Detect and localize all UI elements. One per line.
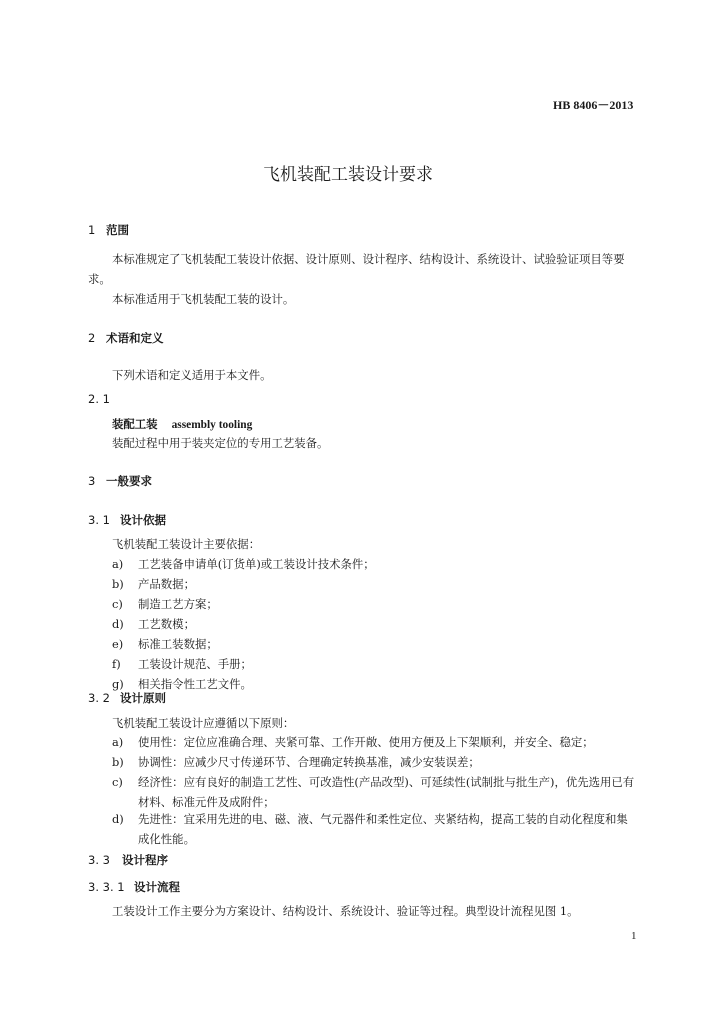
list-text: 产品数据；: [138, 577, 195, 591]
clause-2-1-number: 2. 1: [88, 392, 110, 406]
clause-number: 3. 2: [88, 691, 110, 705]
list-marker: d): [112, 812, 124, 826]
list-marker: a): [112, 557, 124, 571]
section-title: 一般要求: [106, 474, 152, 488]
list-item: [112, 809, 636, 846]
list-text: 经济性：应有良好的制造工艺性、可改造性(产品改型)、可延续性(试制批与批生产)，优先选用已有材料、标准元件及成附件；: [138, 775, 635, 809]
list-text: 先进性：宜采用先进的电、磁、液、气元器件和柔性定位、夹紧结构，提高工装的自动化程度和集成化性能。: [138, 812, 628, 846]
design-flow-paragraph: 工装设计工作主要分为方案设计、结构设计、系统设计、验证等过程。典型设计流程见图 1。: [112, 904, 579, 918]
list-marker: a): [112, 735, 124, 749]
list-text: 标准工装数据；: [138, 637, 218, 651]
clause-number: 3. 3: [88, 853, 110, 867]
section-title: 范围: [106, 223, 129, 237]
list-item: [112, 654, 632, 674]
list-item: [112, 634, 632, 654]
list-marker: c): [112, 775, 123, 789]
list-marker: d): [112, 617, 124, 631]
term-english: assembly tooling: [171, 419, 253, 431]
list-marker: b): [112, 577, 124, 591]
list-item: [112, 772, 636, 809]
section-number: 2: [88, 331, 96, 345]
section-2-heading: [88, 330, 164, 346]
clause-title: 设计依据: [120, 513, 166, 527]
clause-number: 3. 1: [88, 513, 110, 527]
clause-title: 设计原则: [120, 691, 166, 705]
section-number: 3: [88, 474, 96, 488]
section-1-heading: [88, 222, 129, 238]
page-number: 1: [631, 930, 637, 942]
list-text: 工装设计规范、手册；: [138, 657, 252, 671]
section-number: 1: [88, 223, 96, 237]
list-text: 相关指令性工艺文件。: [138, 677, 252, 691]
list-text: 使用性：定位应准确合理、夹紧可靠、工作开敞、使用方便及上下架顺利，并安全、稳定；: [138, 735, 594, 749]
list-item: [112, 674, 632, 694]
section-title: 术语和定义: [106, 331, 164, 345]
list-item: [112, 752, 636, 772]
list-text: 工艺装备申请单(订货单)或工装设计技术条件；: [138, 557, 375, 571]
list-marker: c): [112, 597, 123, 611]
term-entry: [112, 414, 252, 435]
list-item: [112, 594, 632, 614]
list-marker: g): [112, 677, 124, 691]
clause-3-3-1-heading: [88, 879, 180, 895]
term-chinese: 装配工装: [112, 417, 158, 431]
page-title: 飞机装配工装设计要求: [263, 165, 433, 185]
term-definition: 装配过程中用于装夹定位的专用工艺装备。: [112, 436, 329, 450]
list-text: 制造工艺方案；: [138, 597, 218, 611]
clause-3-3-heading: [88, 852, 168, 868]
clause-3-1-heading: [88, 512, 166, 528]
document-id: HB 8406－2013: [553, 98, 634, 112]
section-3-heading: [88, 473, 152, 489]
list-item: [112, 732, 636, 752]
clause-title: 设计流程: [134, 880, 180, 894]
list-item: [112, 614, 632, 634]
list-text: 协调性：应减少尺寸传递环节、合理确定转换基准，减少安装误差；: [138, 755, 480, 769]
principles-intro: 飞机装配工装设计应遵循以下原则：: [112, 716, 295, 730]
basis-intro: 飞机装配工装设计主要依据：: [112, 537, 261, 551]
list-marker: f): [112, 657, 121, 671]
list-marker: b): [112, 755, 124, 769]
list-text: 工艺数模；: [138, 617, 195, 631]
scope-paragraph-2: 本标准适用于飞机装配工装的设计。: [112, 292, 295, 306]
list-item: [112, 554, 632, 574]
list-item: [112, 574, 632, 594]
scope-paragraph-1: 本标准规定了飞机装配工装设计依据、设计原则、设计程序、结构设计、系统设计、试验验证项目等要求。: [88, 252, 625, 286]
clause-number: 3. 3. 1: [88, 880, 125, 894]
clause-title: 设计程序: [122, 853, 168, 867]
clause-3-2-heading: [88, 690, 166, 706]
terms-intro: 下列术语和定义适用于本文件。: [112, 368, 272, 382]
list-marker: e): [112, 637, 124, 651]
